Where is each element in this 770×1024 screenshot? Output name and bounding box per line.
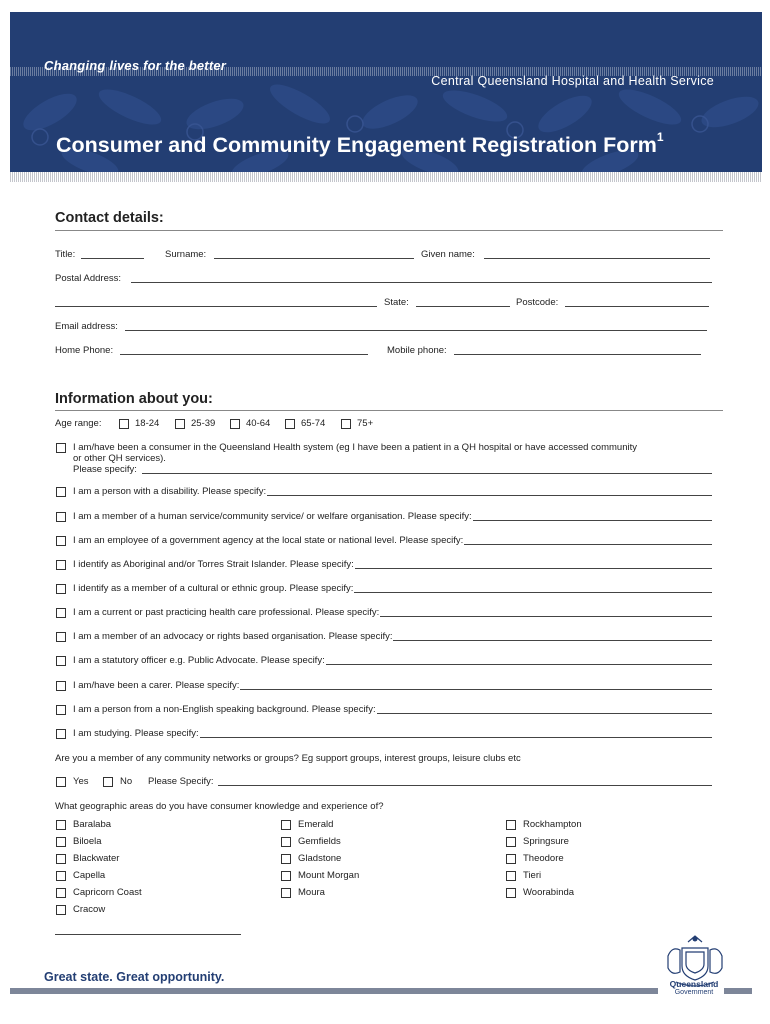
area-label: Mount Morgan bbox=[298, 870, 360, 881]
about-item-label: I am a member of an advocacy or rights based organisation. Please specify: bbox=[73, 631, 393, 642]
age-checkbox-65-74[interactable] bbox=[285, 419, 295, 429]
surname-field[interactable] bbox=[214, 258, 414, 259]
about-item-specify-field[interactable] bbox=[473, 520, 712, 521]
contact-heading: Contact details: bbox=[55, 210, 164, 226]
age-option-label: 18-24 bbox=[135, 418, 160, 429]
networks-yes-checkbox[interactable] bbox=[56, 777, 66, 787]
area-label: Capella bbox=[73, 870, 106, 881]
state-label: State: bbox=[384, 297, 409, 308]
about-item-specify-field[interactable] bbox=[393, 640, 712, 641]
about-item-checkbox[interactable] bbox=[56, 536, 66, 546]
state-field[interactable] bbox=[416, 306, 510, 307]
form-title: Consumer and Community Engagement Registration Form$^1$ bbox=[56, 130, 664, 158]
age-checkbox-18-24[interactable] bbox=[119, 419, 129, 429]
gov-name: Queensland bbox=[669, 979, 719, 989]
about-item-checkbox[interactable] bbox=[56, 608, 66, 618]
networks-yes-label: Yes bbox=[73, 776, 89, 787]
about-item-checkbox[interactable] bbox=[56, 584, 66, 594]
about-item-checkbox[interactable] bbox=[56, 729, 66, 739]
footnote-rule bbox=[55, 934, 241, 935]
age-option-label: 65-74 bbox=[301, 418, 326, 429]
area-checkbox[interactable] bbox=[506, 854, 516, 864]
networks-specify-field[interactable] bbox=[218, 785, 712, 786]
area-label: Baralaba bbox=[73, 819, 112, 830]
given-name-label: Given name: bbox=[421, 249, 475, 260]
area-label: Cracow bbox=[73, 904, 106, 915]
about-item-specify-field[interactable] bbox=[267, 495, 712, 496]
home-phone-field[interactable] bbox=[120, 354, 368, 355]
surname-label: Surname: bbox=[165, 249, 207, 260]
about-item-label: I am a person with a disability. Please specify: bbox=[73, 486, 267, 497]
about-item-label: I am a current or past practicing health care professional. Please specify: bbox=[73, 607, 380, 618]
networks-no-label: No bbox=[120, 776, 133, 787]
area-label: Springsure bbox=[523, 836, 569, 847]
about-item-label: I identify as Aboriginal and/or Torres Strait Islander. Please specify: bbox=[73, 559, 354, 570]
about-item-checkbox[interactable] bbox=[56, 632, 66, 642]
area-checkbox[interactable] bbox=[281, 820, 291, 830]
about-item-checkbox[interactable] bbox=[56, 512, 66, 522]
about-item-specify-field[interactable] bbox=[240, 689, 712, 690]
about-item-checkbox[interactable] bbox=[56, 705, 66, 715]
postcode-field[interactable] bbox=[565, 306, 709, 307]
area-checkbox[interactable] bbox=[281, 837, 291, 847]
footer-slogan: Great state. Great opportunity. bbox=[44, 970, 225, 984]
networks-no-checkbox[interactable] bbox=[103, 777, 113, 787]
about-item-label: I am a person from a non-English speaking background. Please specify: bbox=[73, 704, 376, 715]
about-item-specify-field[interactable] bbox=[355, 568, 712, 569]
about-item-label: I am an employee of a government agency at the local state or national level. Please specify: bbox=[73, 535, 464, 546]
area-label: Rockhampton bbox=[523, 819, 582, 830]
mobile-phone-field[interactable] bbox=[454, 354, 701, 355]
area-checkbox[interactable] bbox=[56, 871, 66, 881]
area-label: Biloela bbox=[73, 836, 102, 847]
about-item-specify-field[interactable] bbox=[200, 737, 712, 738]
networks-specify-label: Please Specify: bbox=[148, 776, 214, 787]
about-item-label: I identify as a member of a cultural or ethnic group. Please specify: bbox=[73, 583, 354, 594]
title-label: Title: bbox=[55, 249, 76, 260]
area-checkbox[interactable] bbox=[506, 871, 516, 881]
area-label: Moura bbox=[298, 887, 325, 898]
age-option-label: 40-64 bbox=[246, 418, 271, 429]
area-label: Gemfields bbox=[298, 836, 341, 847]
about-item-checkbox[interactable] bbox=[56, 656, 66, 666]
header-banner bbox=[10, 12, 762, 172]
area-checkbox[interactable] bbox=[56, 905, 66, 915]
title-field[interactable] bbox=[81, 258, 144, 259]
area-checkbox[interactable] bbox=[506, 888, 516, 898]
area-checkbox[interactable] bbox=[56, 837, 66, 847]
about-item-label: I am a member of a human service/community service/ or welfare organisation. Please specify: bbox=[73, 511, 472, 522]
given-name-field[interactable] bbox=[484, 258, 710, 259]
area-label: Blackwater bbox=[73, 853, 120, 864]
consumer-checkbox[interactable] bbox=[56, 443, 66, 453]
about-item-label: I am studying. Please specify: bbox=[73, 728, 199, 739]
age-checkbox-40-64[interactable] bbox=[230, 419, 240, 429]
area-checkbox[interactable] bbox=[281, 888, 291, 898]
service-name: Central Queensland Hospital and Health Service bbox=[431, 74, 714, 88]
consumer-specify-field[interactable] bbox=[142, 473, 712, 474]
age-option-label: 75+ bbox=[357, 418, 374, 429]
footer-bar bbox=[10, 988, 658, 994]
about-item-specify-field[interactable] bbox=[326, 664, 712, 665]
area-checkbox[interactable] bbox=[56, 820, 66, 830]
banner-hatch bbox=[10, 172, 762, 182]
area-label: Theodore bbox=[523, 853, 564, 864]
areas-question: What geographic areas do you have consumer knowledge and experience of? bbox=[55, 801, 384, 812]
about-item-specify-field[interactable] bbox=[380, 616, 712, 617]
area-checkbox[interactable] bbox=[281, 871, 291, 881]
email-field[interactable] bbox=[125, 330, 707, 331]
networks-question: Are you a member of any community networks or groups? Eg support groups, interest groups, leisure clubs etc bbox=[55, 753, 521, 764]
age-checkbox-75-plus[interactable] bbox=[341, 419, 351, 429]
area-label: Capricorn Coast bbox=[73, 887, 142, 898]
mobile-phone-label: Mobile phone: bbox=[387, 345, 447, 356]
area-checkbox[interactable] bbox=[506, 837, 516, 847]
area-label: Gladstone bbox=[298, 853, 342, 864]
area-label: Woorabinda bbox=[523, 887, 575, 898]
contact-rule bbox=[55, 230, 723, 231]
about-item-specify-field[interactable] bbox=[464, 544, 712, 545]
area-label: Tieri bbox=[523, 870, 542, 881]
area-checkbox[interactable] bbox=[281, 854, 291, 864]
area-checkbox[interactable] bbox=[506, 820, 516, 830]
email-label: Email address: bbox=[55, 321, 118, 332]
about-item-label: I am a statutory officer e.g. Public Advocate. Please specify: bbox=[73, 655, 325, 666]
area-checkbox[interactable] bbox=[56, 854, 66, 864]
about-item-label: I am/have been a carer. Please specify: bbox=[73, 680, 240, 691]
footer-bar-right bbox=[724, 988, 752, 994]
about-item-checkbox[interactable] bbox=[56, 487, 66, 497]
about-item-checkbox[interactable] bbox=[56, 560, 66, 570]
consumer-text-line1: I am/have been a consumer in the Queensland Health system (eg I have been a patient in a QH hospital or have accessed community bbox=[73, 442, 637, 453]
postal-field-line2[interactable] bbox=[55, 306, 377, 307]
area-label: Emerald bbox=[298, 819, 334, 830]
age-option-label: 25-39 bbox=[191, 418, 216, 429]
age-checkbox-25-39[interactable] bbox=[175, 419, 185, 429]
postal-label: Postal Address: bbox=[55, 273, 122, 284]
about-item-specify-field[interactable] bbox=[354, 592, 712, 593]
footnote-mark: 1 bbox=[656, 130, 664, 144]
consumer-text-line2: or other QH services). bbox=[73, 453, 166, 464]
about-item-specify-field[interactable] bbox=[377, 713, 712, 714]
postcode-label: Postcode: bbox=[516, 297, 559, 308]
home-phone-label: Home Phone: bbox=[55, 345, 114, 356]
postal-field[interactable] bbox=[131, 282, 712, 283]
age-range-label: Age range: bbox=[55, 418, 102, 429]
consumer-specify-label: Please specify: bbox=[73, 464, 137, 475]
tagline: Changing lives for the better bbox=[44, 58, 227, 73]
gov-sub: Government bbox=[674, 989, 714, 996]
about-heading: Information about you: bbox=[55, 391, 213, 407]
area-checkbox[interactable] bbox=[56, 888, 66, 898]
about-item-checkbox[interactable] bbox=[56, 681, 66, 691]
about-rule bbox=[55, 410, 723, 411]
